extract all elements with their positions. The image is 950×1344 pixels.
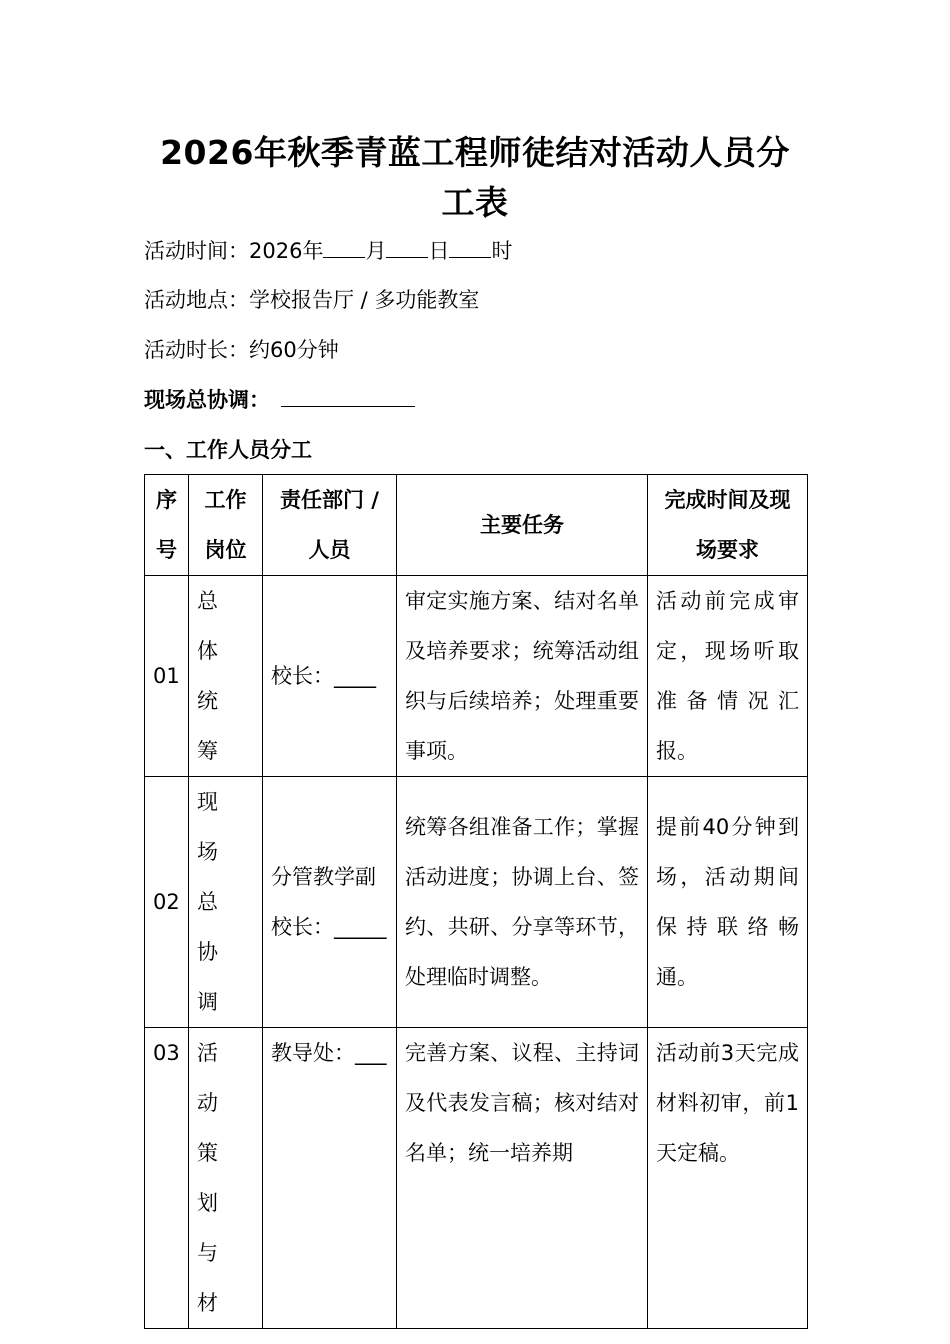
month-label: 月 [365,239,387,263]
row-task: 完善方案、议程、主持词及代表发言稿；核对结对名单；统一培养期 [397,1028,648,1329]
row-dept: 教导处：___ [263,1028,397,1329]
activity-place-line: 活动地点：学校报告厅 / 多功能教室 [144,288,480,312]
table-header-row [145,475,808,576]
month-blank [323,239,365,258]
row-task: 审定实施方案、结对名单及培养要求；统筹活动组织与后续培养；处理重要事项。 [397,576,648,777]
staff-duty-table [144,474,808,1329]
row-task: 统筹各组准备工作；掌握活动进度；协调上台、签约、共研、分享等环节，处理临时调整。 [397,777,648,1028]
row-requirement: 提前40分钟到场，活动期间保持联络畅通。 [648,777,808,1028]
row-post: 活动策划与材 [189,1028,263,1329]
header-post: 工作岗位 [189,475,263,576]
table-row [145,777,808,1028]
row-dept: 校长：____ [263,576,397,777]
row-requirement: 活动前完成审定，现场听取准备情况汇报。 [648,576,808,777]
coordinator-line [144,385,415,415]
row-seq: 03 [145,1028,189,1329]
header-requirement: 完成时间及现场要求 [648,475,808,576]
row-post: 现场总协调 [189,777,263,1028]
coordinator-blank [281,388,415,407]
hour-label: 时 [491,239,513,263]
page-title: 2026年秋季青蓝工程师徒结对活动人员分工表 [160,133,790,222]
row-requirement: 活动前3天完成材料初审，前1天定稿。 [648,1028,808,1329]
day-blank [386,239,428,258]
row-post: 总体统筹 [189,576,263,777]
header-seq: 序号 [145,475,189,576]
row-seq: 01 [145,576,189,777]
activity-time-line [144,236,512,266]
hour-blank [449,239,491,258]
row-dept: 分管教学副校长：_____ [263,777,397,1028]
header-task: 主要任务 [397,475,648,576]
activity-duration-line: 活动时长：约60分钟 [144,338,339,362]
activity-time-label: 活动时间：2026年 [144,239,324,263]
table-row [145,576,808,777]
header-dept: 责任部门 / 人员 [263,475,397,576]
table-row [145,1028,808,1329]
day-label: 日 [428,239,450,263]
coordinator-label: 现场总协调： [144,388,270,412]
section-heading: 一、工作人员分工 [144,438,312,462]
row-seq: 02 [145,777,189,1028]
